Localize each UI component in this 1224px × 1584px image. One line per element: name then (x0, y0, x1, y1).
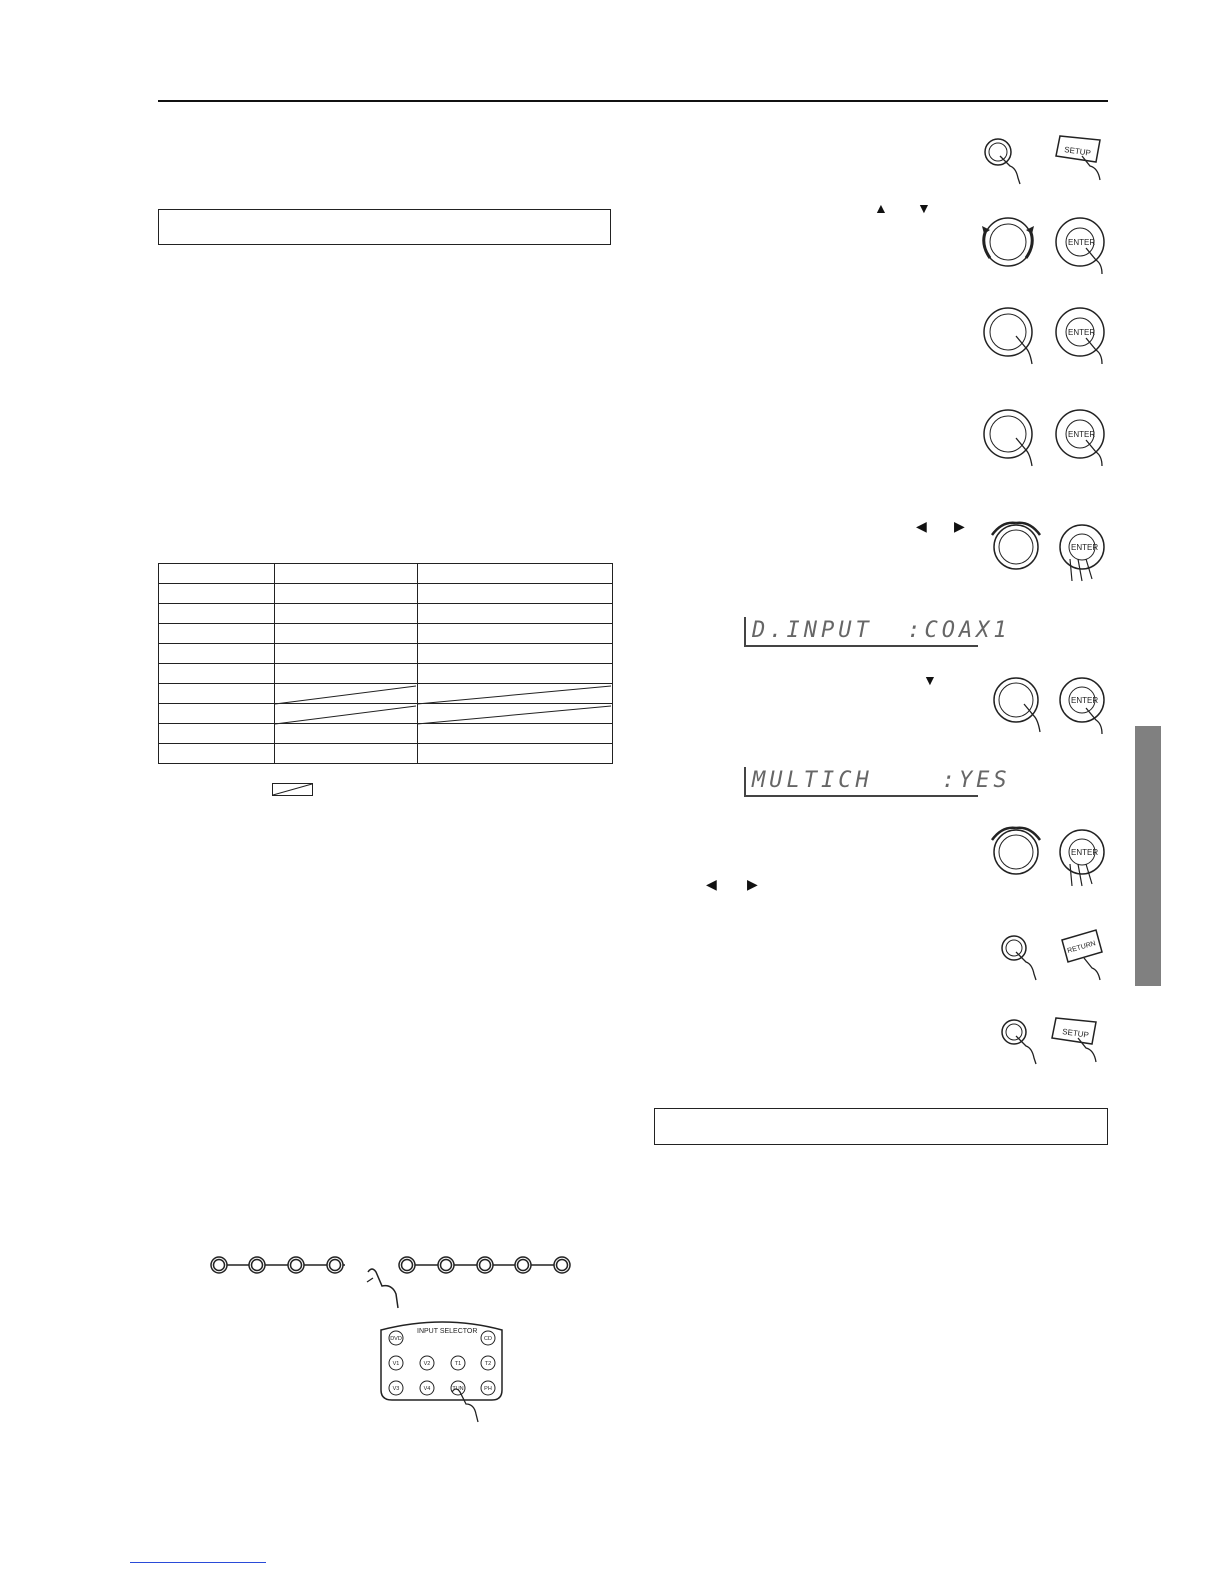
btn-cd[interactable]: CD (484, 1336, 492, 1342)
note-box-left (158, 209, 611, 245)
btn-v4[interactable]: V4 (423, 1386, 431, 1392)
btn-dvd[interactable]: DVD (390, 1336, 402, 1342)
enter-label-5: ENTER (1071, 696, 1099, 705)
down-arrow-icon: ▼ (917, 200, 931, 216)
down-arrow-icon: ▼ (923, 672, 937, 688)
section-side-tab (1135, 726, 1161, 986)
step2-dial-enter (976, 208, 1114, 276)
enter-label-1: ENTER (1068, 238, 1096, 247)
step3-dial-enter (976, 298, 1114, 370)
btn-v2[interactable]: V2 (423, 1361, 431, 1367)
btn-v3[interactable]: V3 (392, 1386, 400, 1392)
btn-v1[interactable]: V1 (392, 1361, 400, 1367)
step7-dial-enter (986, 820, 1114, 892)
right-arrow-icon: ▶ (954, 518, 965, 534)
step4-dial-enter (976, 400, 1114, 472)
footer-link-underline[interactable] (130, 1562, 266, 1563)
step8-return (998, 926, 1110, 982)
input-selector-title: INPUT SELECTOR (417, 1328, 478, 1335)
up-arrow-icon: ▲ (874, 200, 888, 216)
setup-button-label-2: SETUP (1061, 1027, 1090, 1040)
left-arrow-icon: ◀ (706, 876, 717, 892)
header-rule (158, 100, 1108, 102)
table-na-diagonals (158, 563, 613, 773)
front-panel-input-buttons (205, 1250, 585, 1310)
step5-dial-enter (986, 515, 1114, 587)
enter-label-3: ENTER (1068, 430, 1096, 439)
left-arrow-icon: ◀ (916, 518, 927, 534)
setup-button-label: SETUP (1063, 145, 1092, 158)
btn-t1[interactable]: T1 (454, 1361, 462, 1367)
lcd-display-multich: MULTICH :YES (744, 767, 978, 797)
step9-setup (998, 1010, 1110, 1066)
step6-dial-enter (986, 668, 1114, 740)
return-button-label: RETURN (1066, 940, 1097, 955)
btn-t2[interactable]: T2 (484, 1361, 492, 1367)
enter-label-6: ENTER (1071, 848, 1099, 857)
btn-ph[interactable]: PH (484, 1386, 492, 1392)
enter-label-2: ENTER (1068, 328, 1096, 337)
remote-input-selector (378, 1318, 504, 1418)
lcd-display-input: D.INPUT :COAX1 (744, 617, 978, 647)
right-arrow-icon: ▶ (747, 876, 758, 892)
note-box-right (654, 1108, 1108, 1145)
step1-icons (978, 128, 1110, 188)
btn-tun[interactable]: TUN (452, 1386, 464, 1392)
na-legend-box (272, 783, 314, 797)
remote-outline (378, 1318, 508, 1423)
enter-label-4: ENTER (1071, 543, 1099, 552)
